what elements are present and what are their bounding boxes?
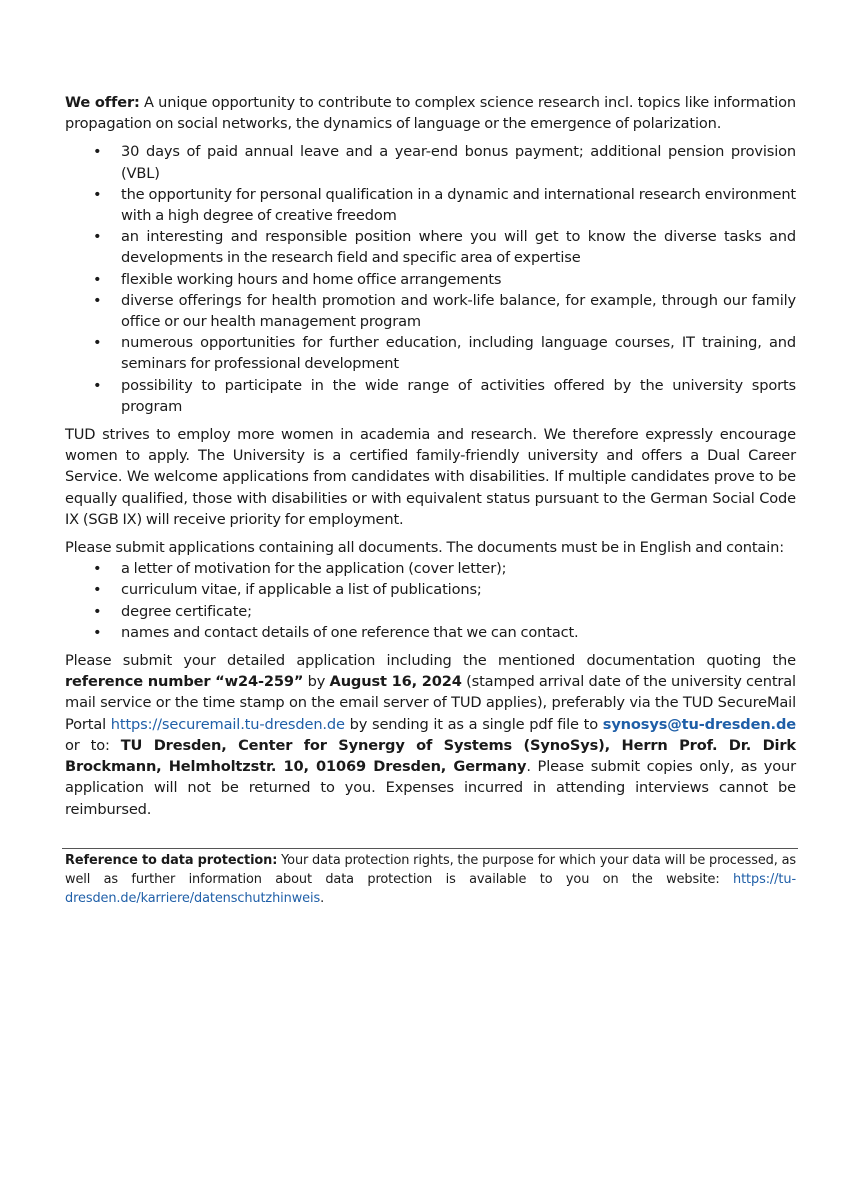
submission-text: . Please submit copies only, as your application will not be returned to you. Expenses incurred in attending interviews cannot be reimbursed.	[65, 758, 796, 818]
submission-text: by	[303, 673, 330, 691]
postal-address: TU Dresden, Center for Synergy of Systems (SynoSys), Herrn Prof. Dr. Dirk Brockmann, Helmholtzstr. 10, 01069 Dresden, Germany	[65, 736, 796, 776]
document-item: • degree certificate;	[65, 601, 796, 622]
securemail-portal-link[interactable]: https://securemail.tu-dresden.de	[110, 715, 345, 733]
offer-item: • numerous opportunities for further education, including language courses, IT training, and seminars for professional development	[65, 332, 796, 374]
footer-divider	[62, 848, 798, 849]
documents-intro: Please submit applications containing all documents. The documents must be in English and contain:	[65, 539, 784, 557]
offer-item: • possibility to participate in the wide range of activities offered by the university sports program	[65, 375, 796, 417]
submission-text: or to:	[65, 736, 121, 754]
offer-item: • an interesting and responsible position where you will get to know the diverse tasks and developments in the research field and specific area of expertise	[65, 226, 796, 268]
data-protection-note	[65, 851, 796, 909]
submission-text: by sending it as a single pdf file to	[344, 715, 603, 733]
offer-intro: A unique opportunity to contribute to complex science research incl. topics like information propagation on social networks, the dynamics of language or the emergence of polarization.	[65, 94, 796, 133]
document-item: • curriculum vitae, if applicable a list of publications;	[65, 579, 796, 600]
submission-text: (stamped arrival date of the university central mail service or the time stamp on the email server of TUD applies), preferably via the TUD SecureMail Portal	[65, 673, 796, 733]
offer-item: • flexible working hours and home office arrangements	[65, 269, 796, 290]
document-item: • a letter of motivation for the application (cover letter);	[65, 558, 796, 579]
deadline-date: August 16, 2024	[329, 673, 462, 691]
offer-item: • the opportunity for personal qualification in a dynamic and international research environment with a high degree of creative freedom	[65, 184, 796, 226]
data-protection-text: Your data protection rights, the purpose for which your data will be processed, as well as further information about data protection is available to you on the website:	[65, 853, 796, 888]
data-protection-link[interactable]: https://tu-dresden.de/karriere/datenschutzhinweis	[65, 872, 796, 907]
application-email-link[interactable]: synosys@tu-dresden.de	[602, 715, 796, 733]
equality-paragraph: TUD strives to employ more women in academia and research. We therefore expressly encourage women to apply. The University is a certified family-friendly university and offers a Dual Career Service. We welcome applications from candidates with disabilities. If multiple candidates prove to be equally qualified, those with disabilities or with equivalent status pursuant to the German Social Code IX (SGB IX) will receive priority for employment.	[65, 426, 796, 528]
offer-item: • 30 days of paid annual leave and a year-end bonus payment; additional pension provision (VBL)	[65, 141, 796, 183]
submission-text: Please submit your detailed application including the mentioned documentation quoting the	[65, 652, 796, 670]
document-item: • names and contact details of one reference that we can contact.	[65, 622, 796, 643]
data-protection-label: Reference to data protection:	[65, 853, 278, 868]
offer-paragraph	[65, 92, 796, 134]
offer-list	[65, 141, 796, 417]
offer-item: • diverse offerings for health promotion and work-life balance, for example, through our family office or our health management program	[65, 290, 796, 332]
offer-label: We offer:	[65, 94, 140, 111]
job-posting-body	[65, 92, 796, 827]
reference-number: reference number “w24-259”	[65, 673, 304, 691]
submission-paragraph	[65, 650, 796, 820]
documents-list	[65, 558, 796, 643]
data-protection-end: .	[320, 891, 325, 907]
